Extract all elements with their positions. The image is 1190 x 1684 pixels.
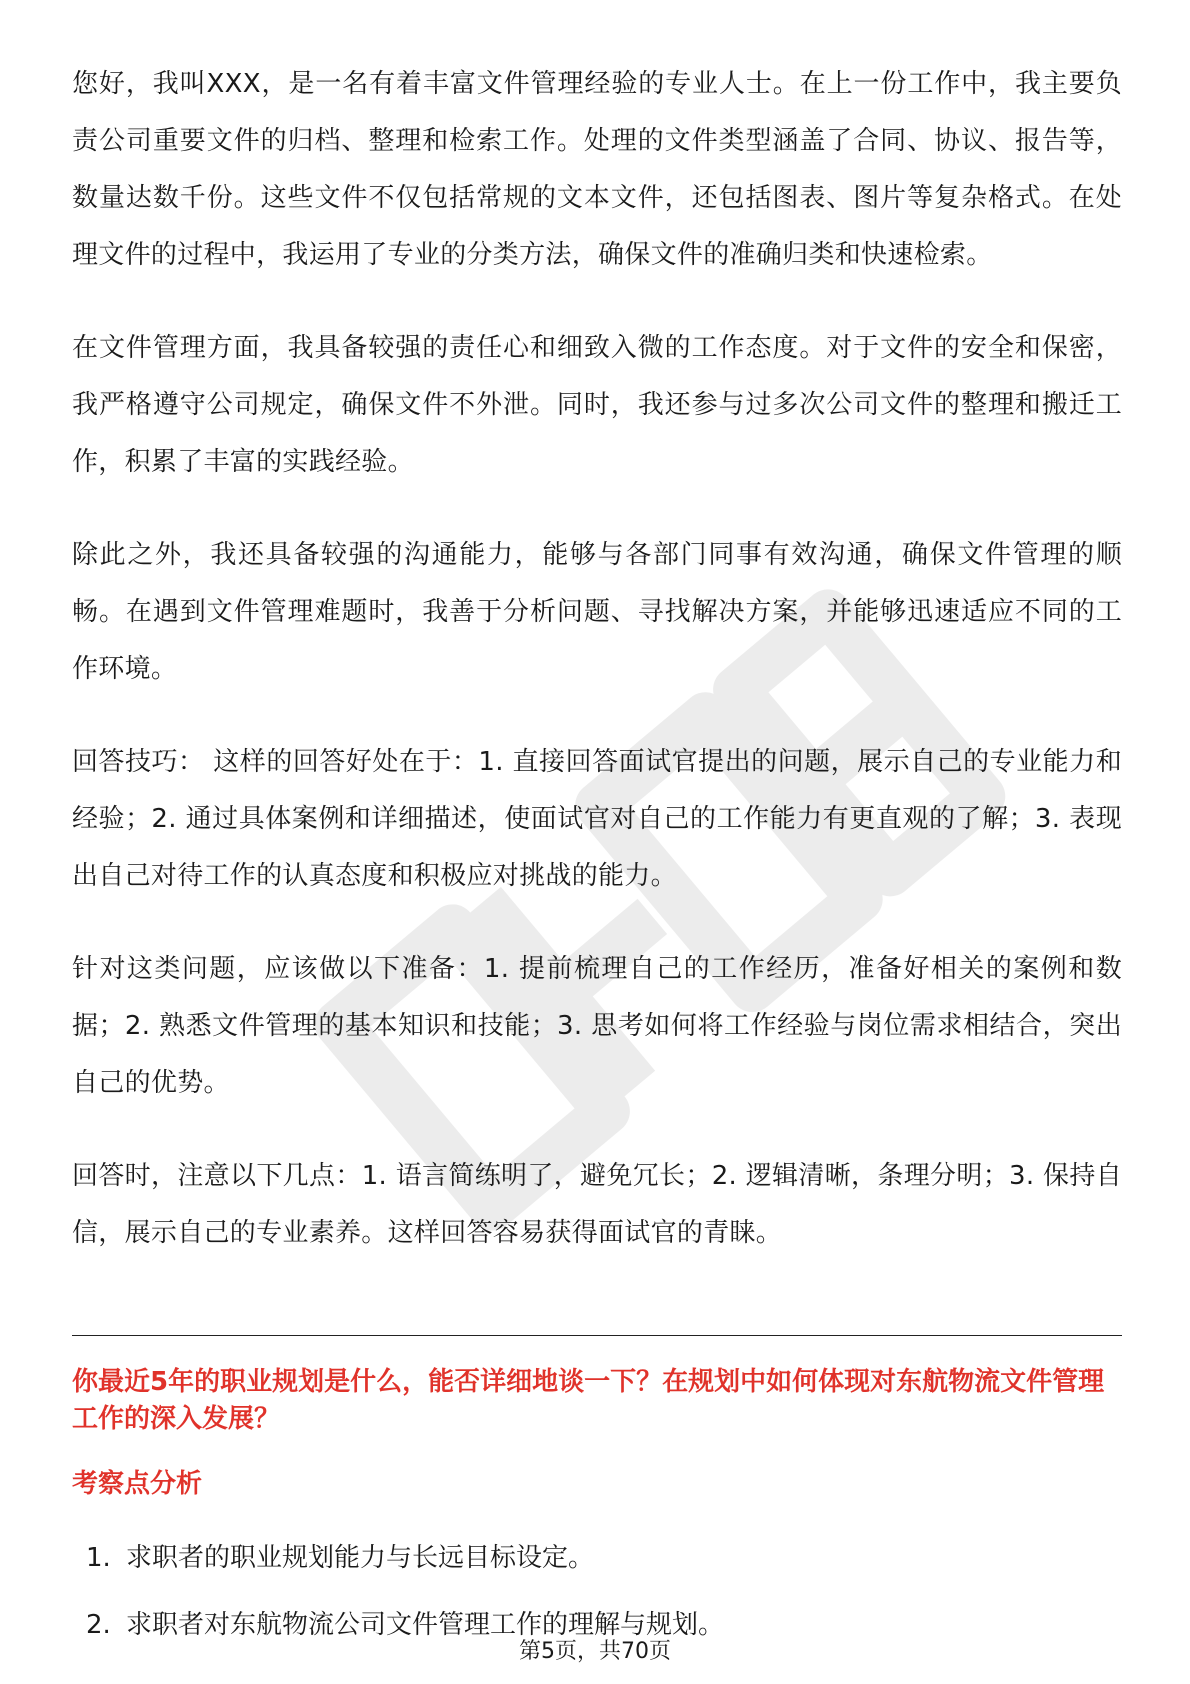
notes-paragraph: 回答时，注意以下几点：1. 语言简练明了，避免冗长；2. 逻辑清晰，条理分明；3. 保持自信，展示自己的专业素养。这样回答容易获得面试官的青睐。 — [72, 1161, 1122, 1248]
list-item-text: 求职者的职业规划能力与长远目标设定。 — [126, 1543, 595, 1573]
answer-paragraph-intro: 您好，我叫XXX，是一名有着丰富文件管理经验的专业人士。在上一份工作中，我主要负责公司重要文件的归档、整理和检索工作。处理的文件类型涵盖了合同、协议、报告等，数量达数千份。这些文件不仅包括常规的文本文件，还包括图表、图片等复杂格式。在处理文件的过程中，我运用了专业的分类方法，确保文件的准确归类和快速检索。 — [72, 69, 1122, 270]
page-number: 第5页，共70页 — [519, 1639, 671, 1664]
list-item-text: 求职者对东航物流公司文件管理工作的理解与规划。 — [126, 1610, 725, 1640]
list-item-number: 1. — [86, 1543, 111, 1573]
list-item-number: 2. — [86, 1610, 111, 1640]
answer-paragraph-responsibility: 在文件管理方面，我具备较强的责任心和细致入微的工作态度。对于文件的安全和保密，我严格遵守公司规定，确保文件不外泄。同时，我还参与过多次公司文件的整理和搬迁工作，积累了丰富的实践经验。 — [72, 333, 1122, 477]
section-divider — [72, 1335, 1122, 1336]
answer-tips-paragraph: 回答技巧： 这样的回答好处在于：1. 直接回答面试官提出的问题，展示自己的专业能力和经验；2. 通过具体案例和详细描述，使面试官对自己的工作能力有更直观的了解；3. 表现出自己对待工作的认真态度和积极应对挑战的能力。 — [72, 747, 1122, 891]
answer-paragraph-communication: 除此之外，我还具备较强的沟通能力，能够与各部门同事有效沟通，确保文件管理的顺畅。在遇到文件管理难题时，我善于分析问题、寻找解决方案，并能够迅速适应不同的工作环境。 — [72, 540, 1122, 684]
list-item — [86, 1540, 1116, 1577]
preparation-paragraph: 针对这类问题，应该做以下准备：1. 提前梳理自己的工作经历，准备好相关的案例和数据；2. 熟悉文件管理的基本知识和技能；3. 思考如何将工作经验与岗位需求相结合，突出自己的优势。 — [72, 954, 1122, 1098]
analysis-heading: 考察点分析 — [72, 1469, 203, 1499]
interview-question: 你最近5年的职业规划是什么，能否详细地谈一下？在规划中如何体现对东航物流文件管理工作的深入发展？ — [72, 1367, 1105, 1434]
answer-body — [72, 56, 1122, 1298]
